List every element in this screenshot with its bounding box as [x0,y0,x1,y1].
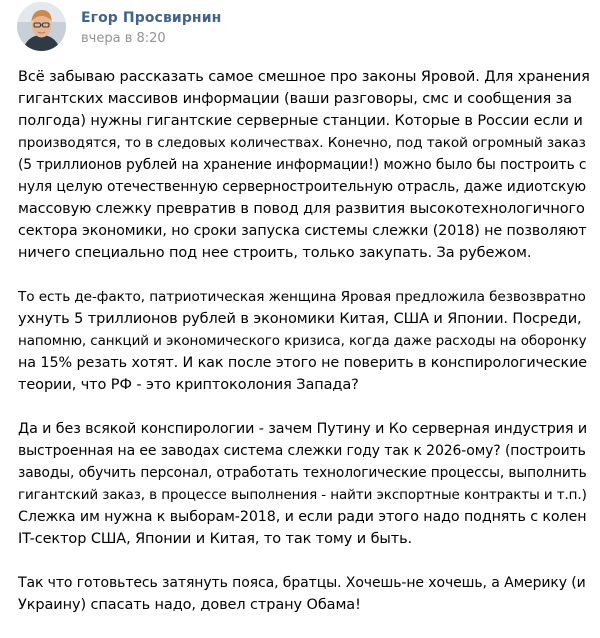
post-paragraph [18,286,590,396]
text-line: Украину) спасать надо, довел страну Обама! [18,597,361,613]
post-header [17,2,221,54]
text-line: сектора экономики, но сроки запуска системы слежки (2018) не позволяют [18,223,587,239]
text-line: нуля целую отечественную серверностроительную отрасль, даже идиотскую [18,179,587,195]
text-line: производятся, то в следовых количествах. Конечно, под такой огромный заказ [18,135,586,151]
text-line: на 15% резать хотят. И как после этого не поверить в конспирологические [18,355,588,371]
text-line: гигантских массивов информации (ваши разговоры, смс и сообщения за [18,91,573,107]
author-avatar[interactable] [17,2,66,51]
text-line: гигантский заказ, в процессе выполнения - найти экспортные контракты и т.п.) [18,487,587,503]
text-line: Всё забываю рассказать самое смешное про законы Яровой. Для хранения [18,69,590,85]
text-line: массовую слежку превратив в повод для развития высокотехнологичного [18,201,585,217]
post-paragraph [18,66,590,264]
text-line: полгода) нужны гигантские серверные станции. Которые в России если и [18,113,583,129]
post-paragraph [18,572,590,616]
author-name[interactable]: Егор Просвирнин [81,10,222,26]
post-meta [81,2,221,47]
text-line: IT-сектор США, Японии и Китая, то так тому и быть. [18,531,413,547]
text-line: теории, что РФ - это криптоколония Запада? [18,377,359,393]
text-line: ухнуть 5 триллионов рублей в экономики Китая, США и Японии. Посреди, [18,311,582,327]
text-line: Да и без всякой конспирологии - зачем Путину и Ко серверная индустрия и [18,421,588,437]
text-line: напомню, санкций и экономического кризиса, когда даже расходы на оборонку [18,333,587,349]
text-line: То есть де-факто, патриотическая женщина Яровая предложила безвозвратно [18,289,586,305]
user-avatar-photo-icon [17,2,66,51]
text-line: Слежка им нужна к выборам-2018, и если ради этого надо поднять с колен [18,509,587,525]
text-line: Так что готовьтесь затянуть пояса, братцы. Хочешь-не хочешь, а Америку (и [18,575,586,591]
text-line: заводы, обучить персонал, отработать технологические процессы, выполнить [18,465,587,481]
text-line: (5 триллионов рублей на хранение информации!) можно было бы построить с [18,157,587,173]
text-line: выстроенная на ее заводах система слежки году так к 2026-ому? (построить [18,443,586,459]
post-date[interactable]: вчера в 8:20 [81,31,166,46]
post-paragraph [18,418,590,550]
text-line: ничего специально под нее строить, только закупать. За рубежом. [18,245,532,261]
post-body [18,66,590,638]
